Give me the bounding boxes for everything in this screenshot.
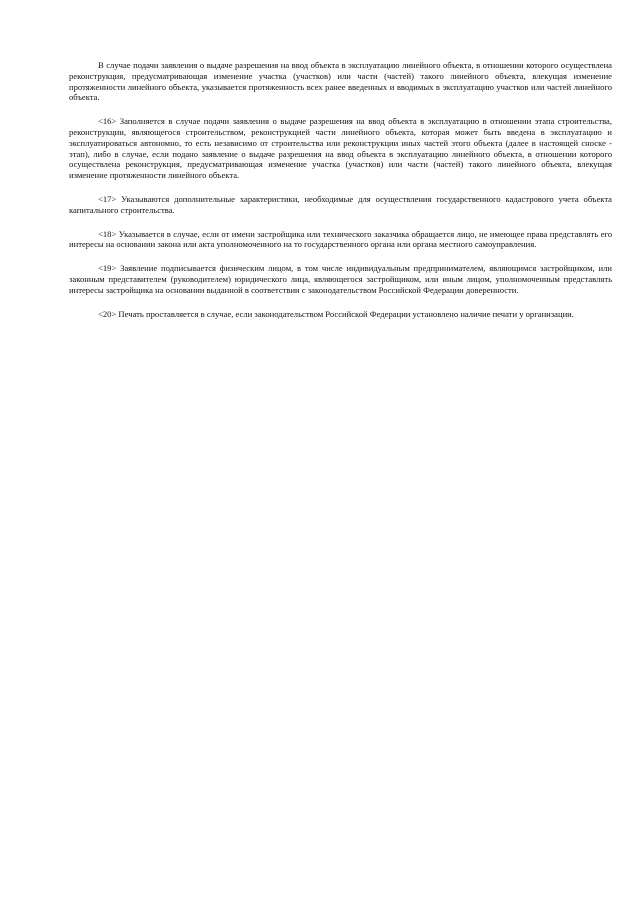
footnote-17: <17> Указываются дополнительные характеристики, необходимые для осуществления государственного кадастрового учета объекта капитального строительства. [69,193,612,215]
document-page [69,60,612,332]
footnote-18: <18> Указывается в случае, если от имени застройщика или технического заказчика обращается лицо, не имеющее права представлять его интересы на основании закона или акта уполномоченного на то государственного органа или органа местного самоуправления. [69,228,612,250]
footnote-16: <16> Заполняется в случае подачи заявления о выдаче разрешения на ввод объекта в эксплуатацию в отношении этапа строительства, реконструкции, являющегося строительством, реконструкцией части линейного объекта, которая может быть введена в эксплуатацию и эксплуатироваться автономно, то есть независимо от строительства или реконструкции иных частей этого объекта (далее в настоящей сноске - этап), либо в случае, если подано заявление о выдаче разрешения на ввод объекта в эксплуатацию линейного объекта, в отношении которого осуществлена реконструкция, предусматривающая изменение участка (участков) или части (частей) такого линейного объекта, влекущая изменение протяженности линейного объекта. [69,116,612,181]
footnote-19: <19> Заявление подписывается физическим лицом, в том числе индивидуальным предпринимателем, являющимся застройщиком, или законным представителем (руководителем) юридического лица, являющегося застройщиком, или иным лицом, уполномоченным представлять интересы застройщика на основании выданной в соответствии с законодательством Российской Федерации доверенности. [69,263,612,295]
footnote-20: <20> Печать проставляется в случае, если законодательством Российской Федерации установлено наличие печати у организации. [98,308,574,319]
paragraph-length-note: В случае подачи заявления о выдаче разрешения на ввод объекта в эксплуатацию линейного объекта, в отношении которого осуществлена реконструкция, предусматривающая изменение участка (участков) или части (частей) такого линейного объекта, влекущая изменение протяженности линейного объекта, указывается протяженность всех ранее введенных и вводимых в эксплуатацию участков или частей линейного объекта. [69,60,612,103]
